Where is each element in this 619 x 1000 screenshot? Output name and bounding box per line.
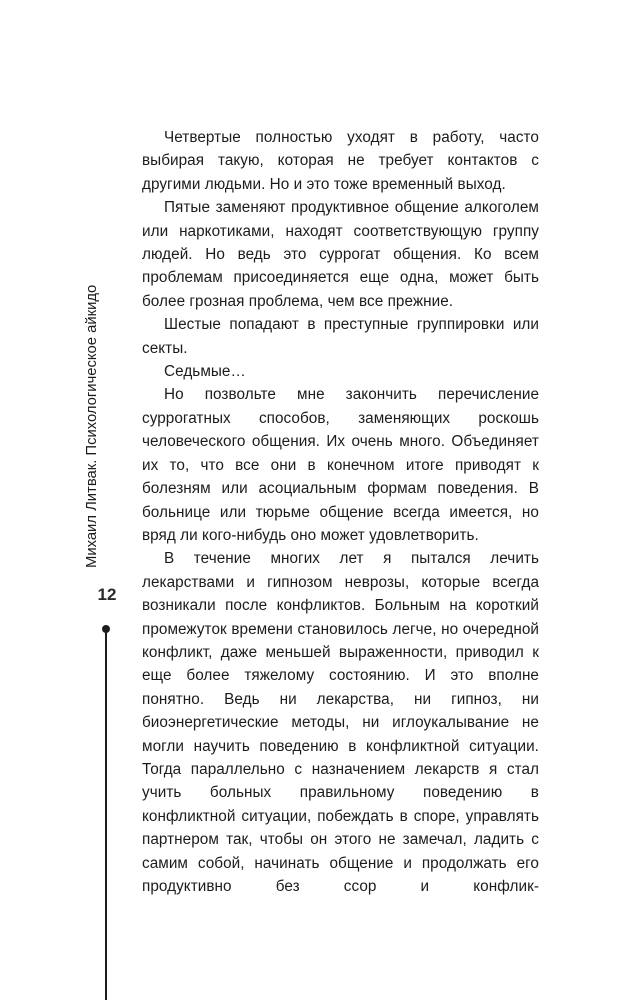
- margin-rule: [105, 630, 107, 1000]
- paragraph: Четвертые полностью уходят в работу, часто выбирая такую, которая не требует контактов с другими людьми. Но и это тоже временный выход.: [142, 129, 539, 193]
- paragraph: Но позвольте мне закончить перечисление суррогатных способов, заменяющих роскошь человеческого общения. Их очень много. Объединяет их то, что все они в конечном итоге приводят к болезням или асоциальным формам поведения. В больнице или тюрьме общение всегда имеется, но вряд ли кого-нибудь оно может удовлетворить.: [142, 386, 539, 544]
- paragraph: Седьмые…: [164, 363, 246, 381]
- paragraph: Пятые заменяют продуктивное общение алкоголем или наркотиками, находят соответствующую группу людей. Но ведь это суррогат общения. Ко всем проблемам присоединяется еще одна, может быть более грозная проблема, чем все прежние.: [142, 199, 539, 310]
- running-head: Михаил Литвак. Психологическое айкидо: [84, 284, 100, 568]
- page-number: 12: [97, 585, 117, 604]
- paragraph: В течение многих лет я пытался лечить лекарствами и гипнозом неврозы, которые всегда возникали после конфликтов. Больным на короткий промежуток времени становилось легче, но очередной конфликт, даже меньшей выраженности, приводил к еще более тяжелому состоянию. И это вполне понятно. Ведь ни лекарства, ни гипноз, ни биоэнергетические методы, ни иглоукалывание не могли научить поведению в конфликтной ситуации. Тогда параллельно с назначением лекарств я стал учить больных правильному поведению в конфликтной ситуации, побеждать в споре, управлять партнером так, чтобы он этого не замечал, ладить с самим собой, начинать общение и продолжать его продуктивно без ссор и конфлик-: [142, 550, 539, 895]
- paragraph: Шестые попадают в преступные группировки или секты.: [142, 316, 539, 357]
- body-text: [142, 126, 539, 898]
